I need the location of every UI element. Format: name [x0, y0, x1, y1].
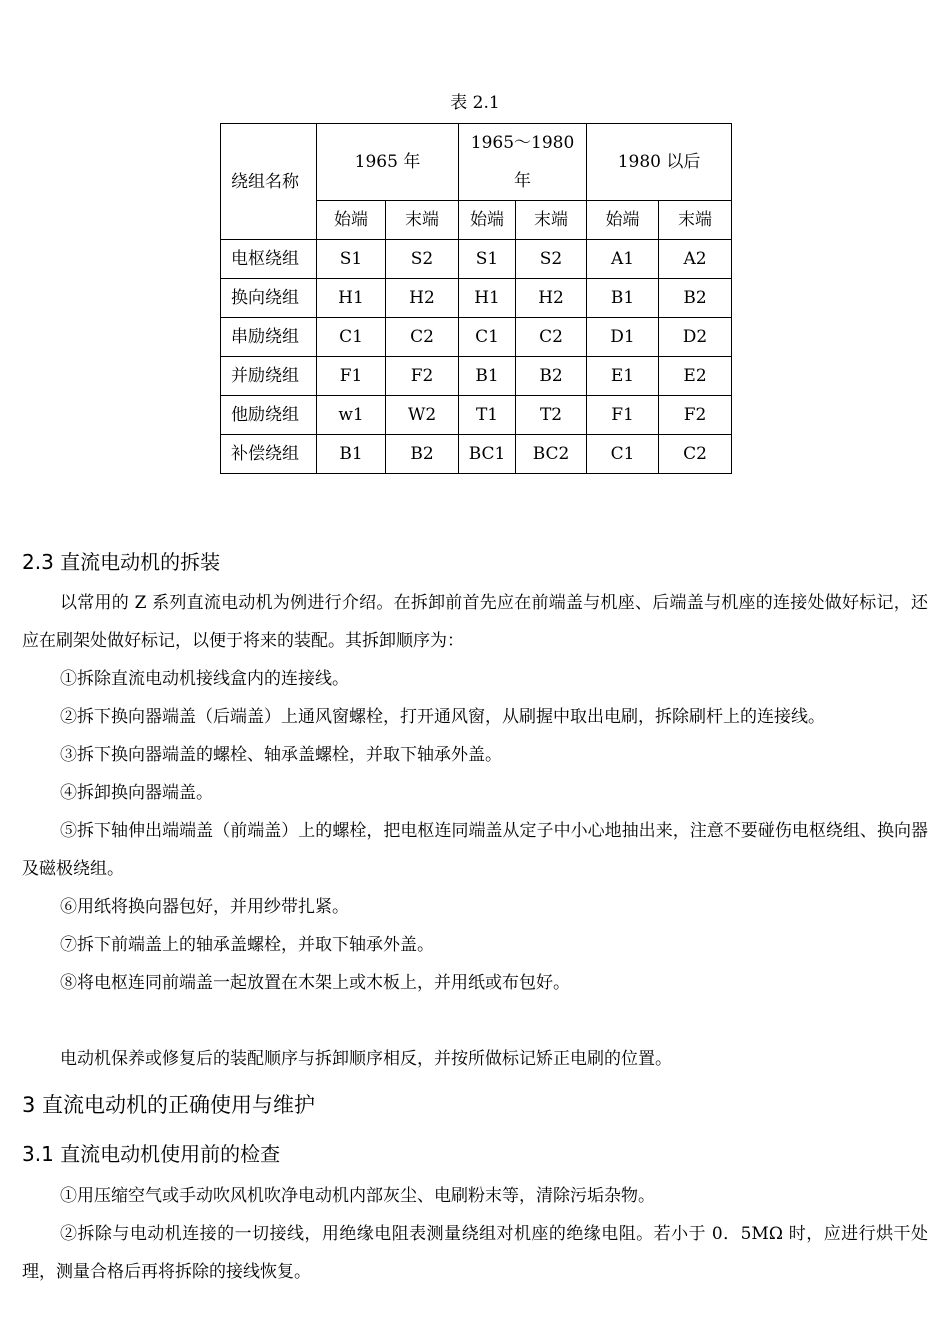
- intro-paragraph: 以常用的 Z 系列直流电动机为例进行介绍。在拆卸前首先应在前端盖与机座、后端盖与机座的连接处做好标记，还应在刷架处做好标记，以便于将来的装配。其拆卸顺序为：: [22, 593, 928, 651]
- table-cell: F2: [659, 396, 732, 435]
- header-winding-name: 绕组名称: [221, 124, 317, 240]
- table-cell: B2: [516, 357, 587, 396]
- step-item: ⑦拆下前端盖上的轴承盖螺栓，并取下轴承外盖。: [60, 935, 434, 955]
- table-cell: H2: [386, 279, 459, 318]
- step-item: ⑧将电枢连同前端盖一起放置在木架上或木板上，并用纸或布包好。: [60, 973, 570, 993]
- row-name: 换向绕组: [221, 279, 317, 318]
- subheader-start: 始端: [459, 201, 516, 240]
- table-cell: T2: [516, 396, 587, 435]
- table-cell: BC2: [516, 435, 587, 474]
- table-cell: C1: [459, 318, 516, 357]
- table-cell: B1: [459, 357, 516, 396]
- table-cell: S1: [459, 240, 516, 279]
- table-cell: B1: [587, 279, 659, 318]
- table-cell: D2: [659, 318, 732, 357]
- row-name: 电枢绕组: [221, 240, 317, 279]
- check-item: ①用压缩空气或手动吹风机吹净电动机内部灰尘、电刷粉末等，清除污垢杂物。: [60, 1186, 655, 1206]
- section-heading-3-1: 3.1 直流电动机使用前的检查: [22, 1142, 281, 1166]
- table-cell: E1: [587, 357, 659, 396]
- table-cell: BC1: [459, 435, 516, 474]
- table-caption: 表 2.1: [450, 93, 500, 113]
- row-name: 他励绕组: [221, 396, 317, 435]
- table-cell: C2: [516, 318, 587, 357]
- table-cell: C1: [317, 318, 386, 357]
- table-row: [221, 396, 732, 435]
- row-name: 补偿绕组: [221, 435, 317, 474]
- table-cell: A2: [659, 240, 732, 279]
- table-cell: C2: [659, 435, 732, 474]
- table-cell: C1: [587, 435, 659, 474]
- header-period-after-1980: 1980 以后: [587, 124, 732, 201]
- table-cell: F1: [317, 357, 386, 396]
- row-name: 并励绕组: [221, 357, 317, 396]
- row-name: 串励绕组: [221, 318, 317, 357]
- step-item: ②拆下换向器端盖（后端盖）上通风窗螺栓，打开通风窗，从刷握中取出电刷，拆除刷杆上的连接线。: [60, 707, 825, 727]
- table-cell: D1: [587, 318, 659, 357]
- subheader-end: 末端: [386, 201, 459, 240]
- header-period-1965: 1965 年: [317, 124, 459, 201]
- step-item: ⑤拆下轴伸出端端盖（前端盖）上的螺栓，把电枢连同端盖从定子中小心地抽出来，注意不要碰伤电枢绕组、换向器及磁极绕组。: [22, 821, 928, 879]
- subheader-start: 始端: [317, 201, 386, 240]
- table-row: [221, 279, 732, 318]
- step-item: ④拆卸换向器端盖。: [60, 783, 213, 803]
- table-cell: A1: [587, 240, 659, 279]
- table-cell: E2: [659, 357, 732, 396]
- step-item: ③拆下换向器端盖的螺栓、轴承盖螺栓，并取下轴承外盖。: [60, 745, 502, 765]
- table-row: [221, 318, 732, 357]
- table-row: [221, 357, 732, 396]
- header-period-1965-1980: 1965～1980 年: [459, 124, 587, 201]
- table-cell: B2: [659, 279, 732, 318]
- table-cell: H1: [459, 279, 516, 318]
- winding-terminal-table: [220, 123, 732, 474]
- section-heading-3: 3 直流电动机的正确使用与维护: [22, 1093, 316, 1117]
- table-row: [221, 240, 732, 279]
- table-cell: B1: [317, 435, 386, 474]
- step-item: ①拆除直流电动机接线盒内的连接线。: [60, 669, 349, 689]
- table-cell: S2: [516, 240, 587, 279]
- table-row: [221, 435, 732, 474]
- table-cell: T1: [459, 396, 516, 435]
- step-item: ⑥用纸将换向器包好，并用纱带扎紧。: [60, 897, 349, 917]
- table-cell: S2: [386, 240, 459, 279]
- check-item: ②拆除与电动机连接的一切接线，用绝缘电阻表测量绕组对机座的绝缘电阻。若小于 0．5MΩ 时，应进行烘干处理，测量合格后再将拆除的接线恢复。: [22, 1224, 928, 1282]
- table-header-row: [221, 124, 732, 201]
- subheader-end: 末端: [516, 201, 587, 240]
- table-cell: F1: [587, 396, 659, 435]
- table-cell: B2: [386, 435, 459, 474]
- section-heading-2-3: 2.3 直流电动机的拆装: [22, 550, 221, 574]
- subheader-start: 始端: [587, 201, 659, 240]
- table-cell: S1: [317, 240, 386, 279]
- table-cell: F2: [386, 357, 459, 396]
- table-cell: C2: [386, 318, 459, 357]
- table-cell: H1: [317, 279, 386, 318]
- subheader-end: 末端: [659, 201, 732, 240]
- closing-paragraph: 电动机保养或修复后的装配顺序与拆卸顺序相反，并按所做标记矫正电刷的位置。: [60, 1049, 672, 1069]
- table-cell: W2: [386, 396, 459, 435]
- table-cell: H2: [516, 279, 587, 318]
- table-cell: w1: [317, 396, 386, 435]
